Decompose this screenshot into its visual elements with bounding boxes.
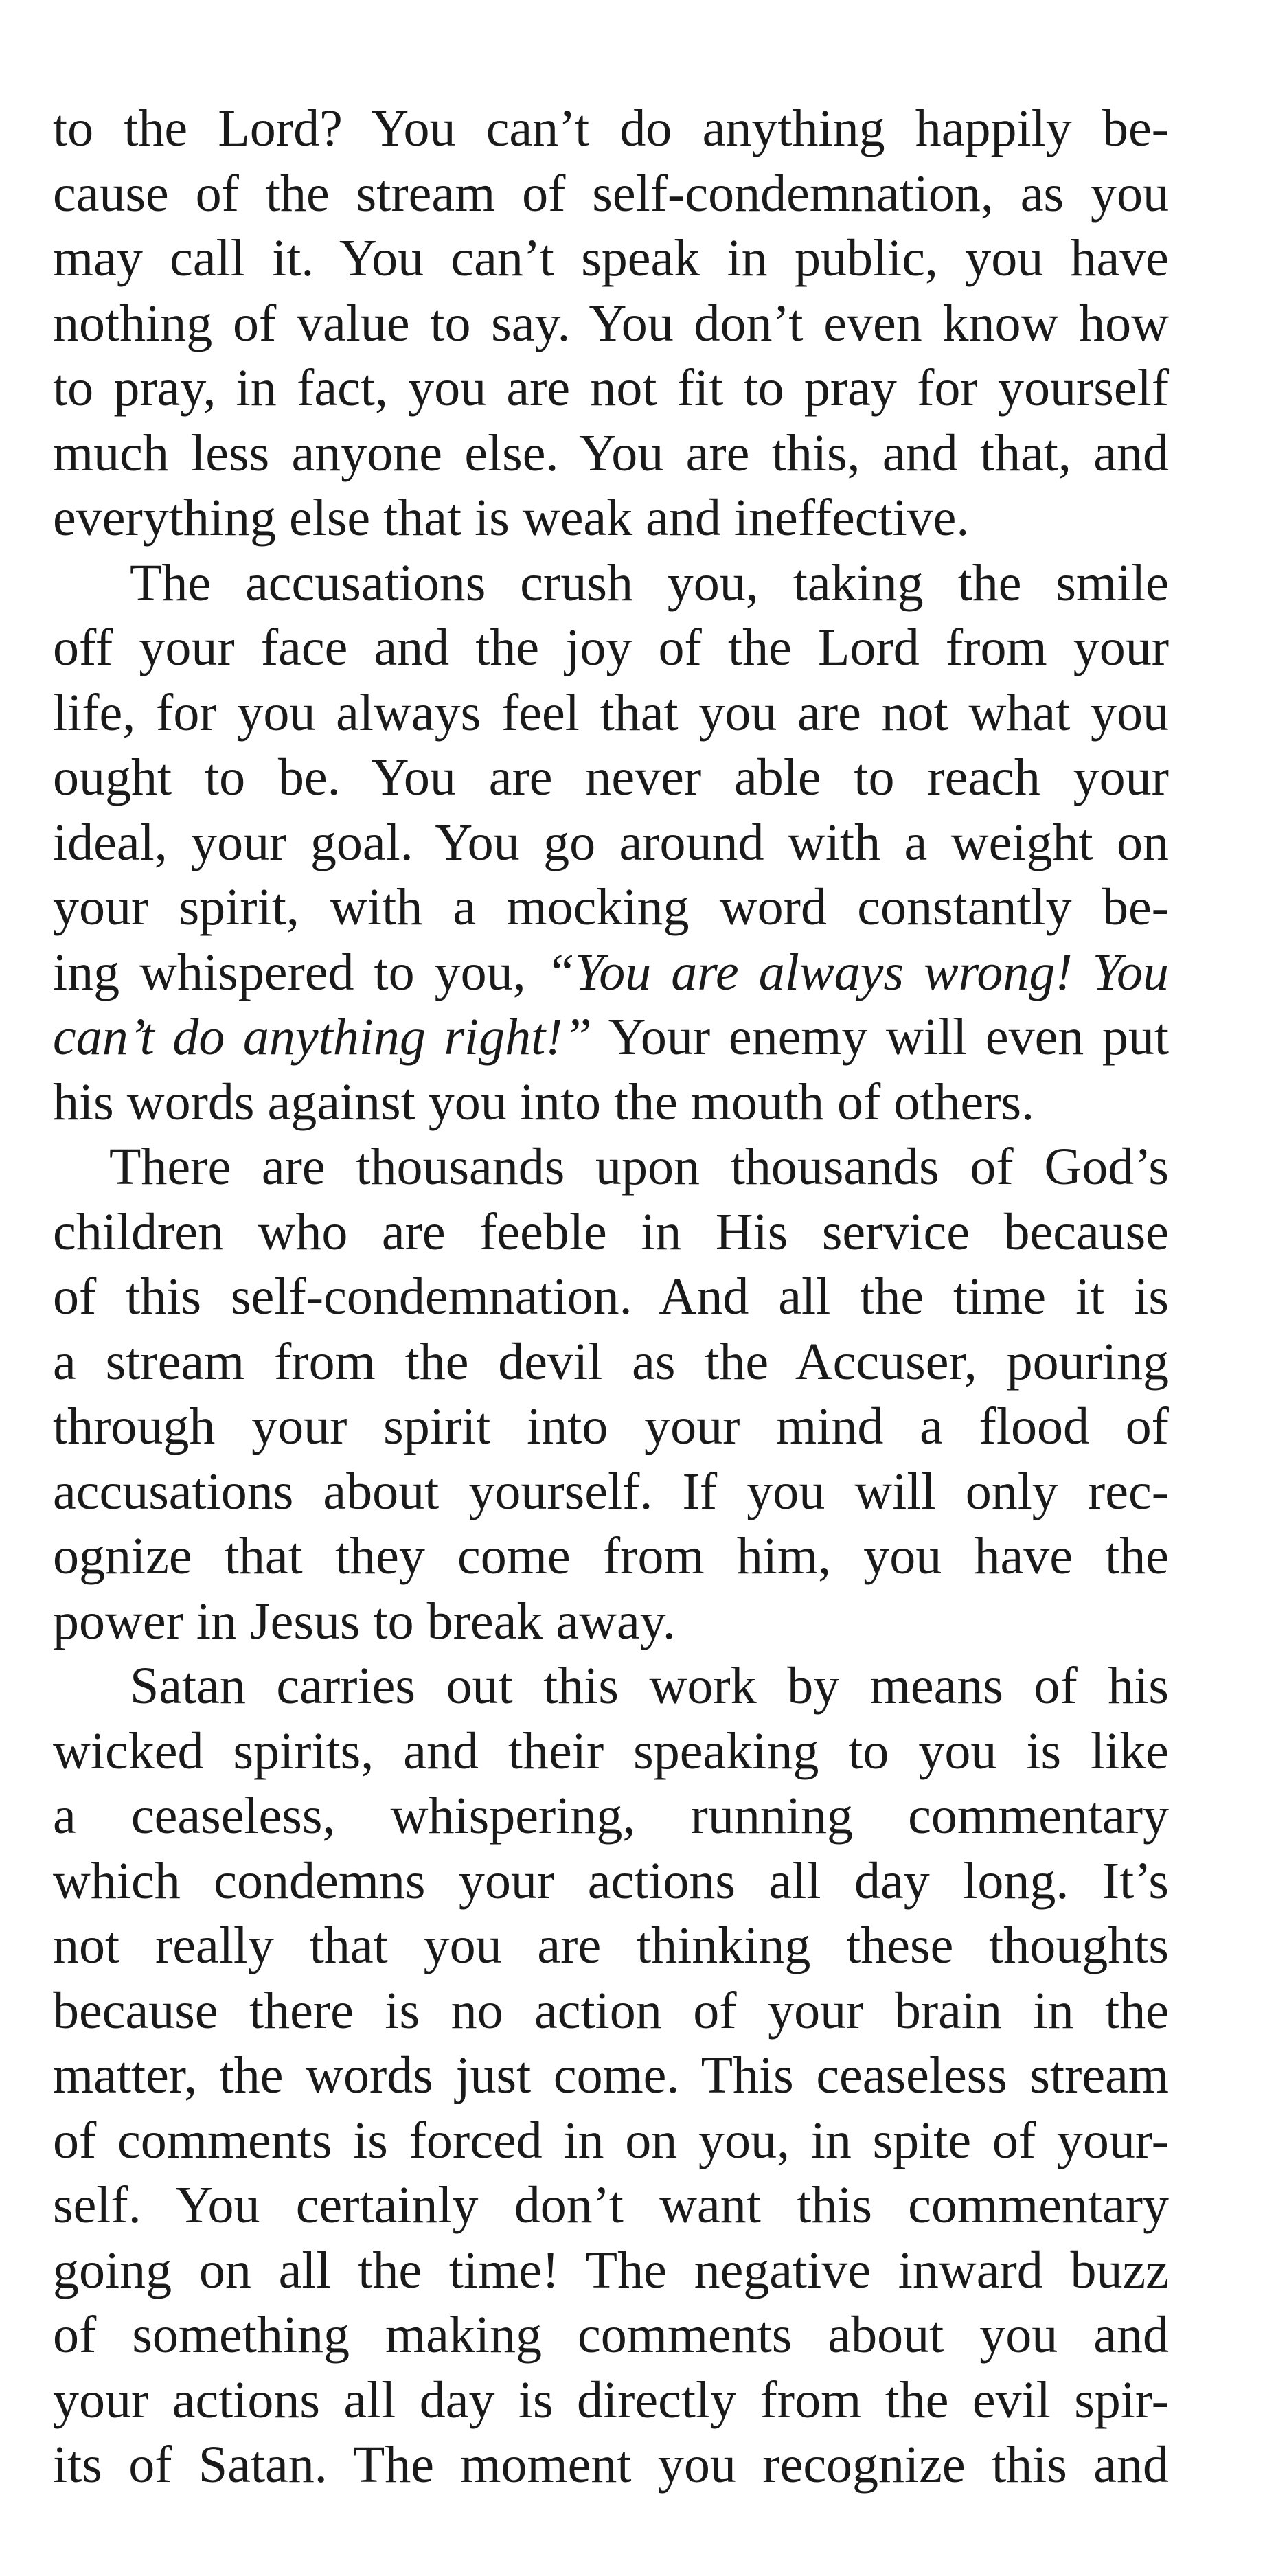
paragraph-1 [53,96,1169,551]
text-line: his words against you into the mouth of others. [53,1073,1035,1131]
text-line: Satan carries out this work by means of his [130,1657,1169,1715]
text-line: of comments is forced in on you, in spite of your- [53,2111,1169,2169]
text-line: ought to be. You are never able to reach your [53,749,1169,806]
quoted-text: can’t do anything right!” [53,1008,592,1066]
paragraph-4 [53,1654,1169,2498]
text-line: of this self-condemnation. And all the time it is [53,1268,1169,1325]
text-line: ideal, your goal. You go around with a weight on [53,813,1169,871]
text-line: which condemns your actions all day long. It’s [53,1851,1169,1910]
text-line: matter, the words just come. This ceaseless stream [53,2047,1169,2104]
text-line: to pray, in fact, you are not fit to pray for yourself [53,359,1169,417]
text-line: your actions all day is directly from the evil spir- [53,2371,1169,2429]
text-line: much less anyone else. You are this, and that, and [53,424,1169,482]
text-line: off your face and the joy of the Lord from your [53,619,1169,676]
text-line: through your spirit into your mind a flood of [53,1398,1169,1455]
text-line: your spirit, with a mocking word constantly be- [53,878,1169,936]
paragraph-3 [53,1135,1169,1654]
text-line: of something making comments about you and [53,2306,1169,2364]
text-line: ognize that they come from him, you have the [53,1527,1169,1585]
text-line: a stream from the devil as the Accuser, pouring [53,1332,1169,1391]
text-line: everything else that is weak and ineffective. [53,489,970,547]
text-line: self. You certainly don’t want this commentary [53,2176,1169,2234]
text-line: nothing of value to say. You don’t even know how [53,294,1169,352]
paragraph-2 [53,551,1169,1135]
text-line: to the Lord? You can’t do anything happily be- [53,100,1169,157]
text-line: may call it. You can’t speak in public, you have [53,229,1169,287]
text-line: a ceaseless, whispering, running commentary [53,1787,1169,1845]
text-line: because there is no action of your brain in the [53,1981,1169,2040]
quoted-text: “You are always wrong! You [545,943,1169,1001]
text-line [53,940,1169,1005]
text-line: The accusations crush you, taking the smile [130,554,1169,612]
text-line: going on all the time! The negative inward buzz [53,2241,1169,2299]
text-line: accusations about yourself. If you will only rec- [53,1462,1169,1520]
text-line: life, for you always feel that you are not what you [53,683,1169,742]
text-line: There are thousands upon thousands of God’s [109,1138,1169,1196]
text-fragment: Your enemy will even put [591,1008,1170,1066]
text-line [53,1005,1169,1070]
text-line: not really that you are thinking these thoughts [53,1917,1169,1974]
text-line: children who are feeble in His service because [53,1202,1169,1261]
text-line: cause of the stream of self-condemnation, as you [53,164,1169,223]
text-line: wicked spirits, and their speaking to you is like [53,1722,1169,1780]
text-line: its of Satan. The moment you recognize this and [53,2436,1169,2494]
book-page [53,96,1169,2498]
text-line: power in Jesus to break away. [53,1592,676,1650]
text-fragment: ing whispered to you, [53,943,546,1001]
